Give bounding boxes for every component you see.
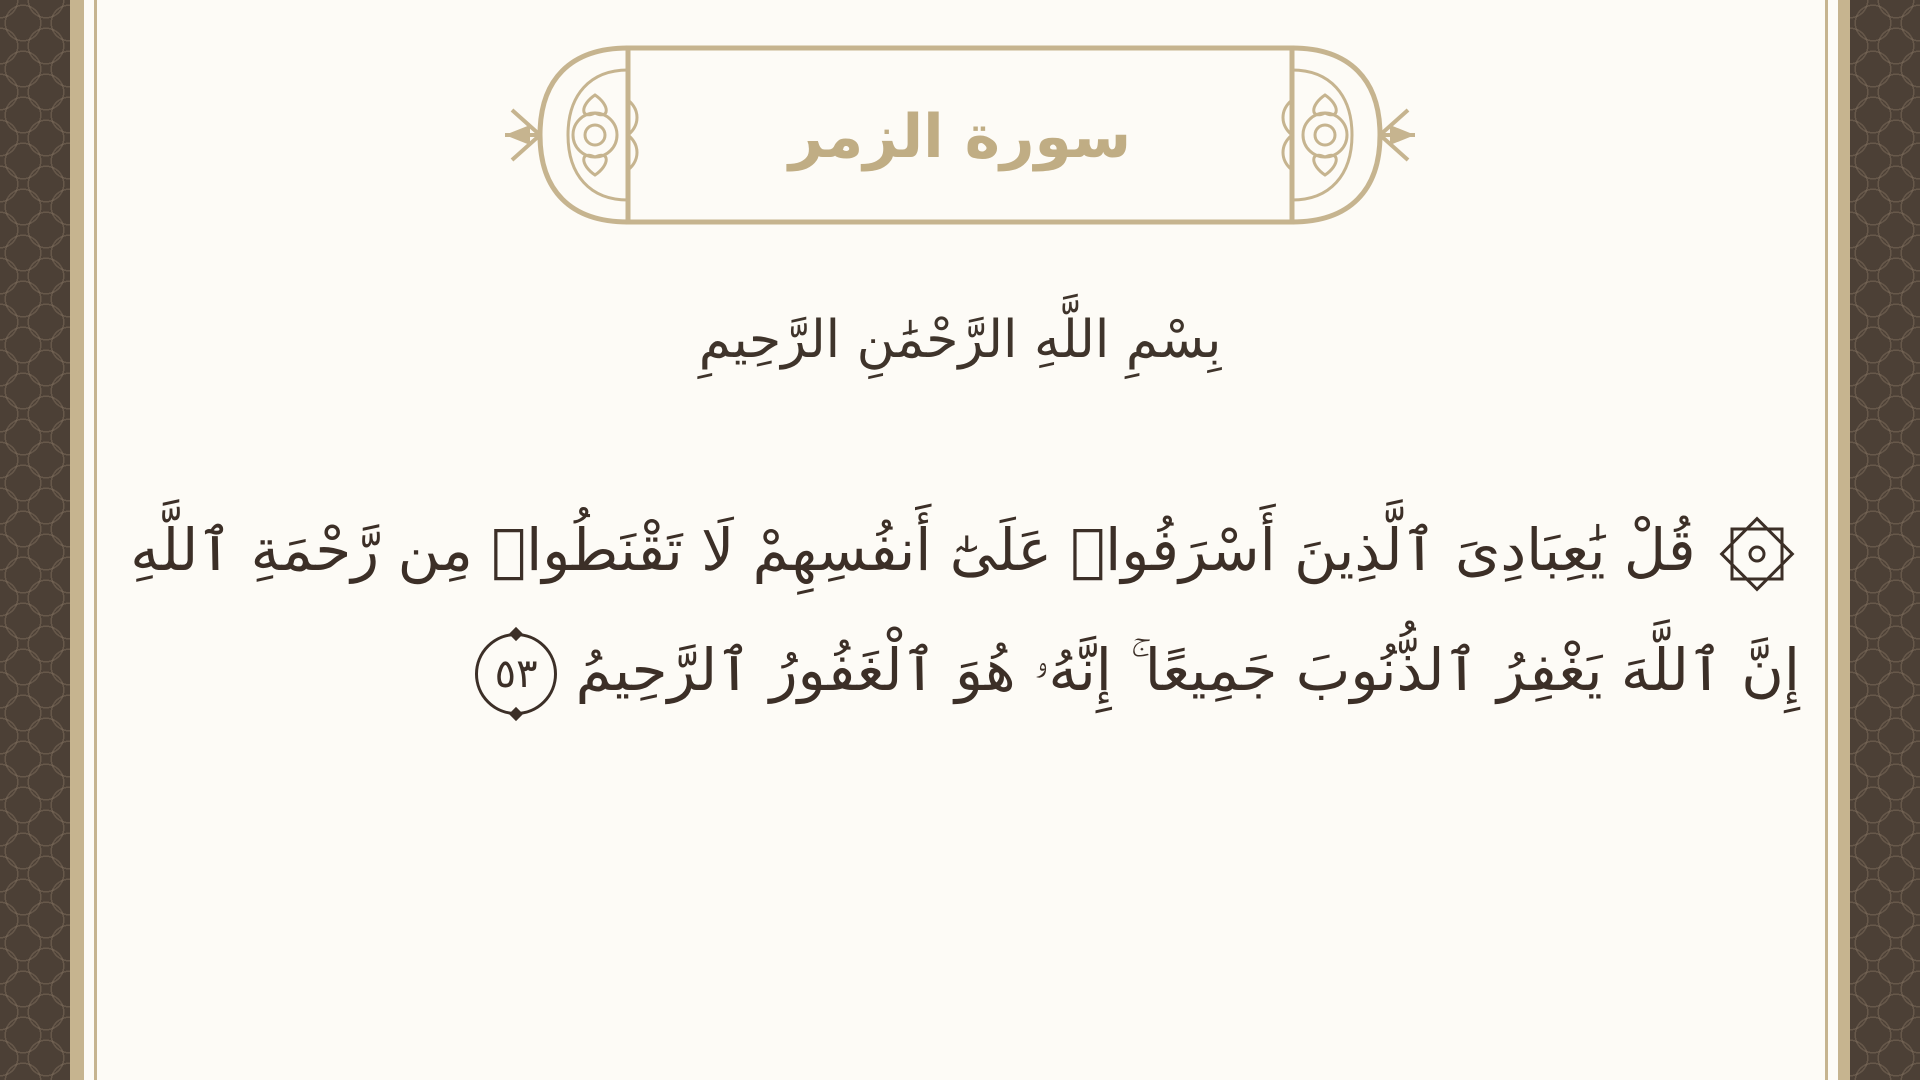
- left-rule-gap: [84, 0, 94, 1080]
- verse-line-1: [130, 490, 1800, 610]
- surah-title: سورة الزمر: [788, 102, 1132, 172]
- verse-line-2-text: إِنَّ ٱللَّهَ يَغْفِرُ ٱلذُّنُوبَ جَمِيعًا ۚ إِنَّهُۥ هُوَ ٱلْغَفُورُ ٱلرَّحِيمُ: [575, 636, 1800, 704]
- verse-line-1-text: قُلْ يَٰعِبَادِىَ ٱلَّذِينَ أَسْرَفُوا۟ عَلَىٰٓ أَنفُسِهِمْ لَا تَقْنَطُوا۟ مِن رَّحْمَةِ ٱللَّهِ: [130, 516, 1696, 584]
- right-rule-gap: [1828, 0, 1838, 1080]
- right-thin-rule: [1825, 0, 1828, 1080]
- basmala: بِسْمِ اللَّهِ الرَّحْمَٰنِ الرَّحِيمِ: [698, 310, 1222, 370]
- left-thin-rule: [94, 0, 97, 1080]
- verse-block: [130, 490, 1800, 730]
- left-gold-rule: [70, 0, 84, 1080]
- verse-line-2: [150, 610, 1800, 730]
- ayah-number-medallion: ٥٣: [475, 633, 557, 715]
- right-gold-rule: [1838, 0, 1850, 1080]
- right-border-pattern: [1850, 0, 1920, 1080]
- rub-el-hizb-icon: [1714, 511, 1800, 597]
- surah-header-frame: [500, 40, 1420, 230]
- left-border-pattern: [0, 0, 70, 1080]
